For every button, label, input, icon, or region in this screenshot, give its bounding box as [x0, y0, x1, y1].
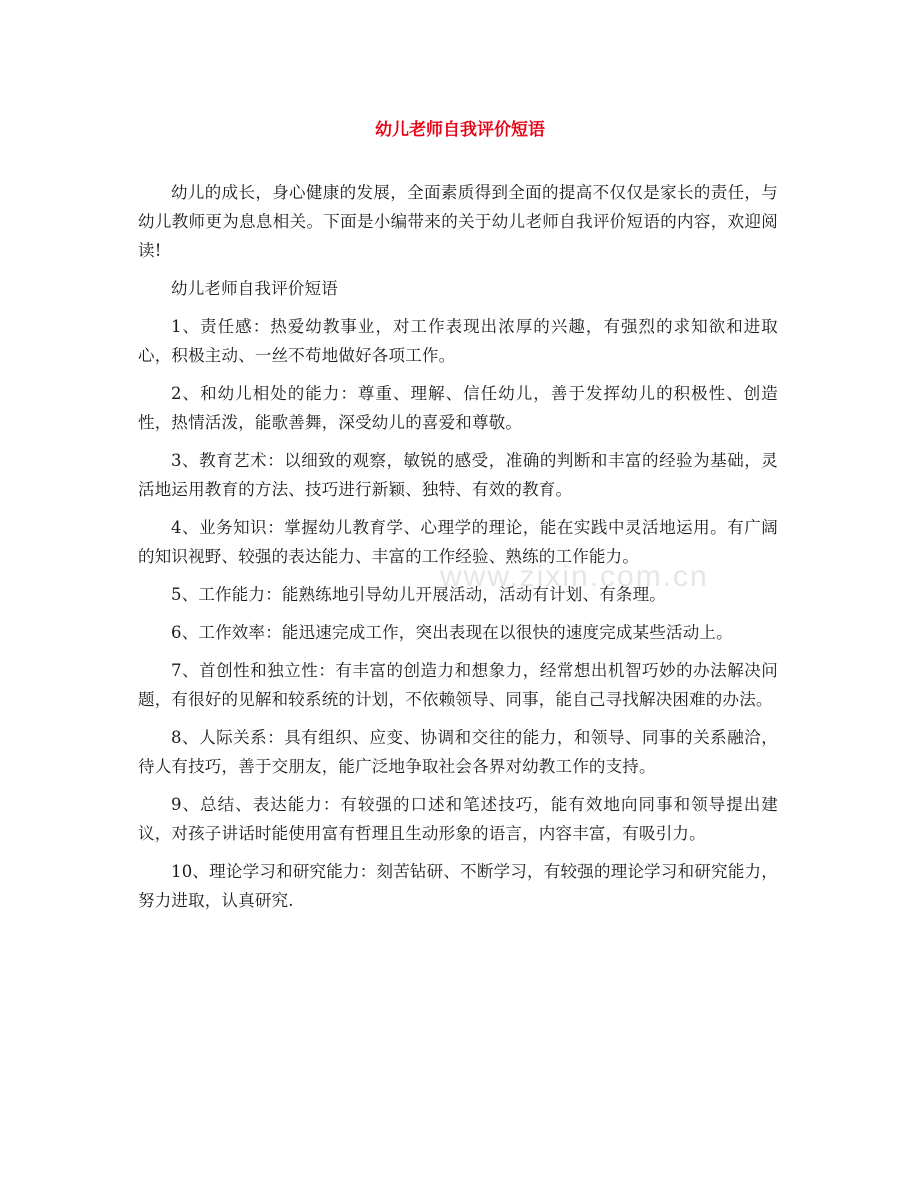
paragraph-item-3: 3、教育艺术：以细致的观察，敏锐的感受，准确的判断和丰富的经验为基础，灵活地运用教育的方法、技巧进行新颖、独特、有效的教育。	[138, 451, 778, 499]
paragraph-item-1: 1、责任感：热爱幼教事业，对工作表现出浓厚的兴趣，有强烈的求知欲和进取心，积极主动、一丝不苟地做好各项工作。	[138, 317, 778, 365]
paragraph-item-4: 4、业务知识：掌握幼儿教育学、心理学的理论，能在实践中灵活地运用。有广阔的知识视野、较强的表达能力、丰富的工作经验、熟练的工作能力。	[138, 518, 778, 566]
paragraph-intro: 幼儿的成长，身心健康的发展，全面素质得到全面的提高不仅仅是家长的责任，与幼儿教师更为息息相关。下面是小编带来的关于幼儿老师自我评价短语的内容，欢迎阅读!	[138, 183, 778, 260]
paragraph-item-7: 7、首创性和独立性：有丰富的创造力和想象力，经常想出机智巧妙的办法解决问题，有很好的见解和较系统的计划，不依赖领导、同事，能自己寻找解决困难的办法。	[138, 661, 778, 709]
paragraph-item-10: 10、理论学习和研究能力：刻苦钻研、不断学习，有较强的理论学习和研究能力，努力进取，认真研究.	[138, 862, 778, 910]
paragraph-item-8: 8、人际关系：具有组织、应变、协调和交往的能力，和领导、同事的关系融洽，待人有技巧，善于交朋友，能广泛地争取社会各界对幼教工作的支持。	[138, 728, 778, 776]
document-title: 幼儿老师自我评价短语	[375, 120, 545, 140]
paragraph-item-6: 6、工作效率：能迅速完成工作，突出表现在以很快的速度完成某些活动上。	[171, 623, 733, 642]
paragraph-item-5: 5、工作能力：能熟练地引导幼儿开展活动，活动有计划、有条理。	[171, 585, 666, 604]
paragraph-item-9: 9、总结、表达能力：有较强的口述和笔述技巧，能有效地向同事和领导提出建议，对孩子讲话时能使用富有哲理且生动形象的语言，内容丰富，有吸引力。	[138, 795, 778, 843]
paragraph-item-2: 2、和幼儿相处的能力：尊重、理解、信任幼儿，善于发挥幼儿的积极性、创造性，热情活泼，能歌善舞，深受幼儿的喜爱和尊敬。	[138, 384, 778, 432]
watermark: www.zixin.com.cn	[440, 560, 709, 593]
document-body	[138, 178, 778, 924]
paragraph-subtitle: 幼儿老师自我评价短语	[171, 279, 338, 298]
